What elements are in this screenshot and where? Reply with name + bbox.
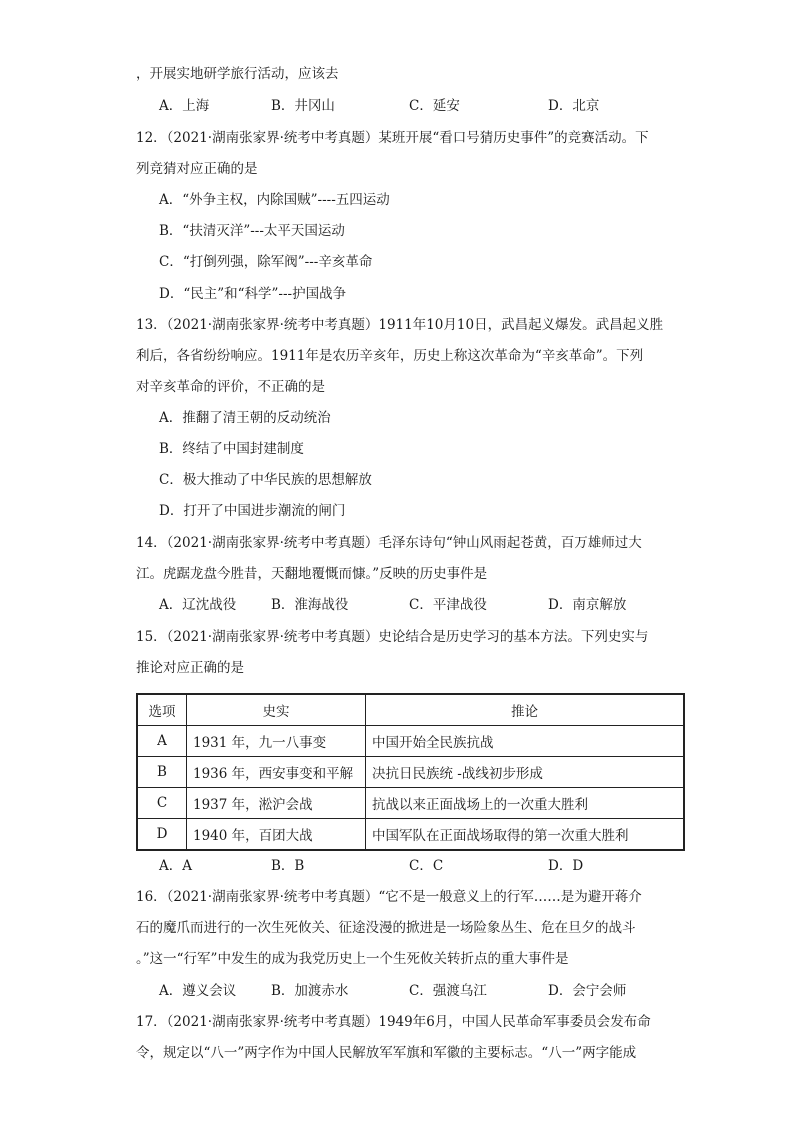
- q15-option-d: D．D: [548, 858, 584, 874]
- table-cell-fact: 1931 年，九一八事变: [187, 726, 366, 757]
- q15-option-b: B．B: [271, 858, 305, 874]
- q17-stem-line1: 17．（2021·湖南张家界·统考中考真题）1949年6月，中国人民革命军事委员会发布命: [136, 1014, 651, 1030]
- q15-stem-line2: 推论对应正确的是: [136, 660, 244, 676]
- table-header-inference: 推论: [366, 694, 685, 726]
- q15-stem-line1: 15．（2021·湖南张家界·统考中考真题）史论结合是历史学习的基本方法。下列史实与: [136, 629, 649, 645]
- q14-option-b: B．淮海战役: [271, 597, 349, 613]
- table-cell-inference: 抗战以来正面战场上的一次重大胜利: [366, 788, 685, 819]
- q13-option-b: B．终结了中国封建制度: [159, 441, 304, 457]
- q16-option-a: A．遵义会议: [159, 983, 237, 999]
- table-row: [137, 757, 684, 788]
- q16-stem-line3: 。”这一“行军”中发生的成为我党历史上一个生死攸关转折点的重大事件是: [136, 951, 569, 967]
- q16-option-c: C．强渡乌江: [409, 983, 487, 999]
- q13-stem-line3: 对辛亥革命的评价，不正确的是: [136, 379, 325, 395]
- table-row: [137, 788, 684, 819]
- q16-stem-line2: 石的魔爪而进行的一次生死攸关、征途没漫的掀进是一场险象丛生、危在旦夕的战斗: [136, 920, 636, 936]
- q13-option-c: C．极大推动了中华民族的思想解放: [159, 472, 372, 488]
- q16-stem-line1: 16．（2021·湖南张家界·统考中考真题）“它不是一般意义上的行军……是为避开蒋介: [136, 889, 642, 905]
- q13-stem-line2: 利后，各省纷纷响应。1911年是农历辛亥年，历史上称这次革命为“辛亥革命”。下列: [136, 348, 644, 364]
- q15-option-a: A．A: [159, 858, 192, 874]
- q14-stem-line1: 14．（2021·湖南张家界·统考中考真题）毛泽东诗句“钟山风雨起苍黄，百万雄师过大: [136, 535, 642, 551]
- q12-option-d: D．“民主”和“科学”---护国战争: [159, 286, 347, 302]
- table-cell-inference: 决抗日民族统 -战线初步形成: [366, 757, 685, 788]
- table-cell-option: A: [137, 726, 187, 757]
- q17-stem-line2: 令，规定以“八一”两字作为中国人民解放军军旗和军徽的主要标志。“八一”两字能成: [136, 1045, 637, 1061]
- q15-option-c: C．C: [409, 858, 444, 874]
- q16-option-d: D．会宁会师: [548, 983, 627, 999]
- table-cell-fact: 1936 年，西安事变和平解: [187, 757, 366, 788]
- q12-stem-line1: 12．（2021·湖南张家界·统考中考真题）某班开展“看口号猜历史事件”的竞赛活动。下: [136, 130, 649, 146]
- q11-option-b: B．井冈山: [271, 98, 335, 114]
- table-cell-inference: 中国开始全民族抗战: [366, 726, 685, 757]
- q11-option-c: C．延安: [409, 98, 460, 114]
- table-header-row: [137, 694, 684, 726]
- q14-option-a: A．辽沈战役: [159, 597, 237, 613]
- table-header-fact: 史实: [187, 694, 366, 726]
- history-table: [136, 693, 685, 851]
- q11-option-a: A．上海: [159, 98, 210, 114]
- q13-option-d: D．打开了中国进步潮流的闸门: [159, 503, 346, 519]
- q14-stem-line2: 江。虎踞龙盘今胜昔，天翻地覆慨而慷。”反映的历史事件是: [136, 566, 488, 582]
- q12-option-b: B．“扶清灭洋”---太平天国运动: [159, 223, 345, 239]
- q11-option-d: D．北京: [548, 98, 600, 114]
- q12-stem-line2: 列竞猜对应正确的是: [136, 161, 258, 177]
- q14-option-c: C．平津战役: [409, 597, 487, 613]
- table-header-option: 选项: [137, 694, 187, 726]
- table-cell-fact: 1937 年，淞沪会战: [187, 788, 366, 819]
- q13-option-a: A．推翻了清王朝的反动统治: [159, 410, 331, 426]
- table-row: [137, 726, 684, 757]
- q14-option-d: D．南京解放: [548, 597, 627, 613]
- q16-option-b: B．加渡赤水: [271, 983, 349, 999]
- table-cell-option: B: [137, 757, 187, 788]
- table-cell-option: C: [137, 788, 187, 819]
- table-row: [137, 819, 684, 851]
- table-cell-inference: 中国军队在正面战场取得的第一次重大胜利: [366, 819, 685, 851]
- q11-tail: ，开展实地研学旅行活动，应该去: [136, 66, 339, 82]
- q12-option-a: A．“外争主权，内除国贼”----五四运动: [159, 192, 390, 208]
- table-cell-option: D: [137, 819, 187, 851]
- table-cell-fact: 1940 年，百团大战: [187, 819, 366, 851]
- q12-option-c: C．“打倒列强，除军阀”---辛亥革命: [159, 254, 373, 270]
- q13-stem-line1: 13．（2021·湖南张家界·统考中考真题）1911年10月10日，武昌起义爆发。武昌起义胜: [136, 317, 664, 333]
